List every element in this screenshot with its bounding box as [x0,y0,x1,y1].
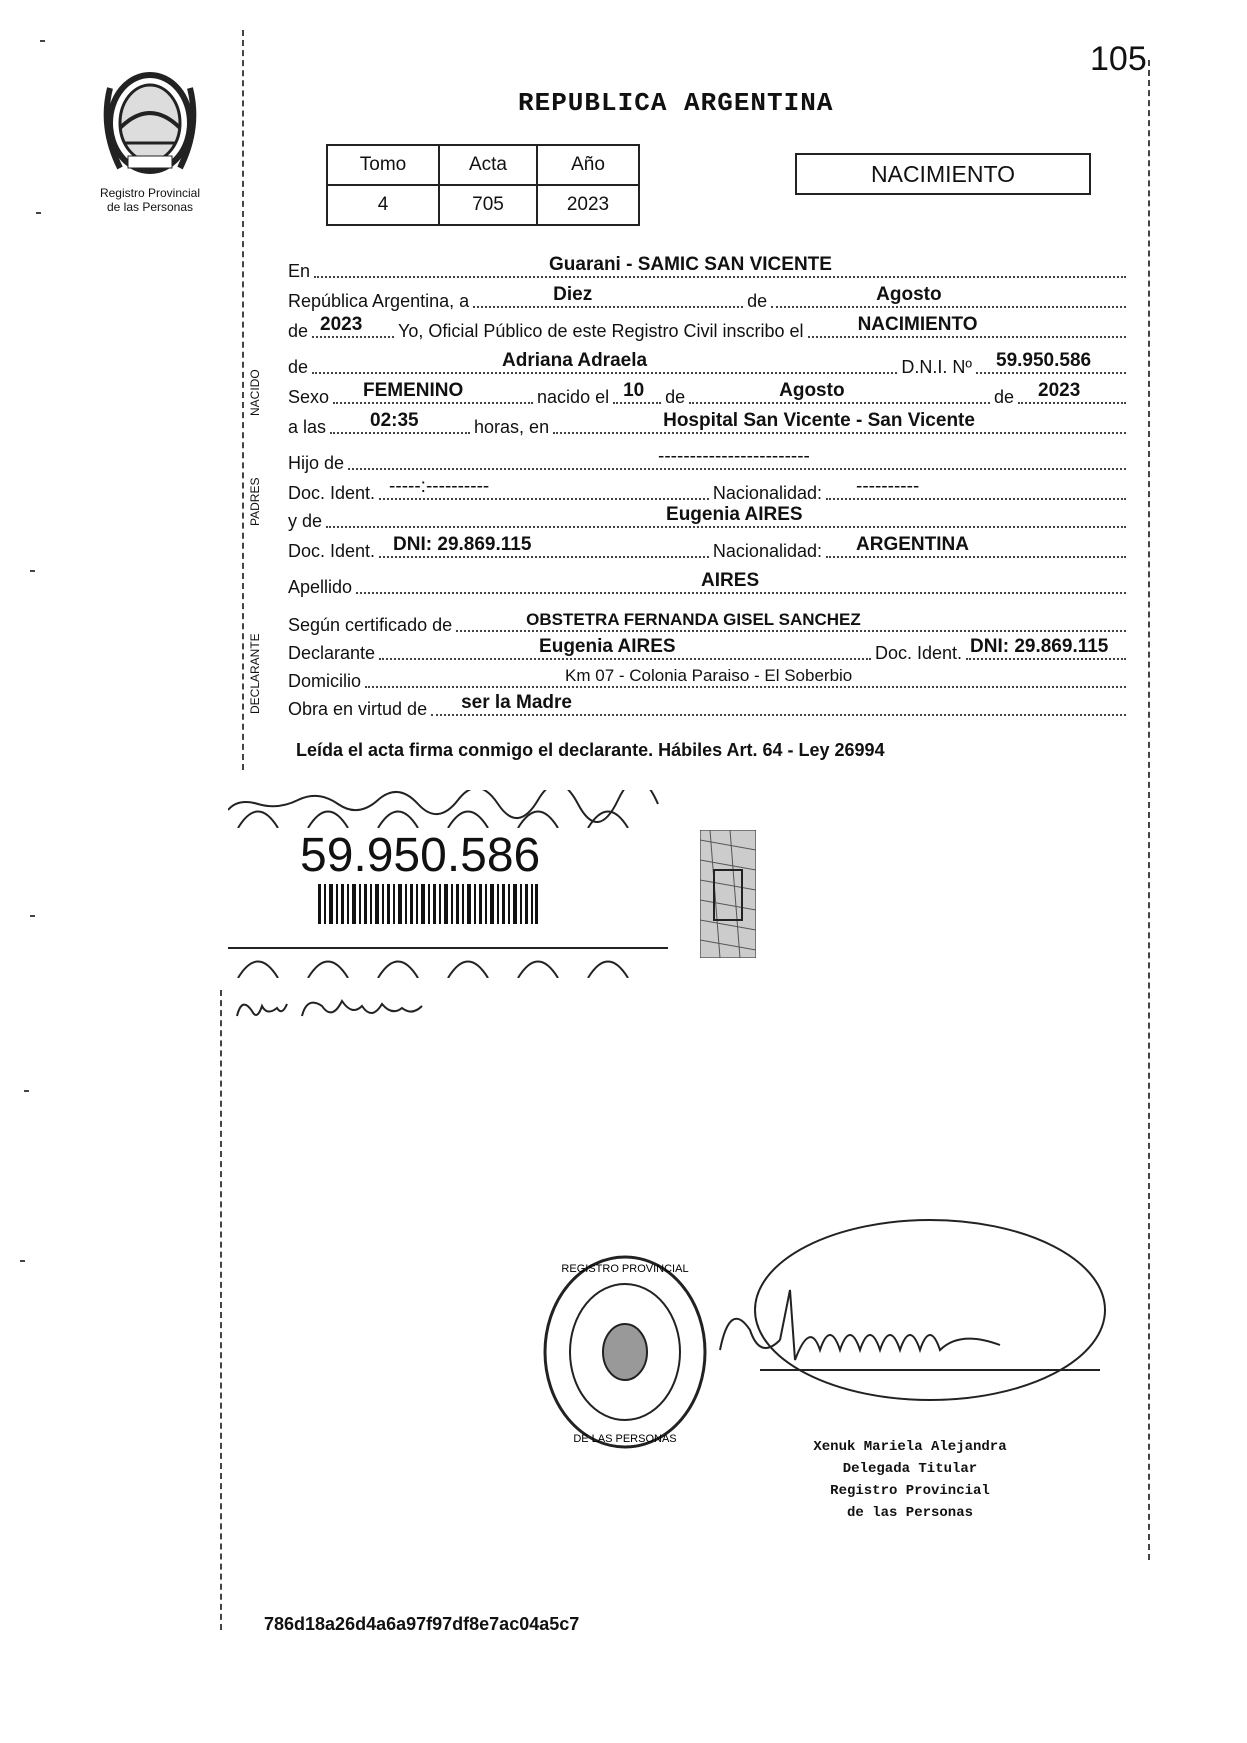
label-sexo: Sexo [288,387,330,407]
value-nac1: ---------- [856,476,920,497]
label-doc3: Doc. Ident. [874,643,962,663]
official-office2: de las Personas [846,1505,974,1521]
value-madre: Eugenia AIRES [666,504,803,525]
left-margin-line [242,30,244,770]
label-nac2: Nacionalidad: [712,541,822,561]
row-hijo [288,446,1130,474]
label-de4: de [665,387,686,407]
scan-mark [30,570,35,572]
value-doc2: DNI: 29.869.115 [393,534,532,555]
header-anio: Año [537,145,639,185]
label-segun: Según certificado de [288,615,453,635]
header-acta: Acta [439,145,537,185]
row-domicilio [288,668,1130,692]
row-doc1 [288,476,1130,504]
scan-mark [24,1090,29,1092]
label-republica: República Argentina, a [288,291,470,311]
logo-caption-line1: Registro Provincial [99,186,201,200]
logo-caption [80,186,220,214]
official-name: Xenuk Mariela Alejandra [813,1439,1007,1455]
label-hijo: Hijo de [288,453,345,473]
closing-text: Leída el acta firma conmigo el declarante. Hábiles Art. 64 - Ley 26994 [296,740,885,760]
barcode [318,884,538,924]
label-horas: horas, en [474,417,550,437]
row-apellido [288,570,1130,598]
row-nombre [288,350,1130,378]
label-domicilio: Domicilio [288,671,362,691]
provincial-seal-logo [90,68,210,178]
value-nombre: Adriana Adraela [502,350,648,371]
record-type-box: NACIMIENTO [795,153,1091,195]
value-nac2: ARGENTINA [856,534,969,555]
label-de: de [747,291,768,311]
value-sexo: FEMENINO [363,380,464,401]
label-alas: a las [288,417,327,437]
right-margin-line [1148,60,1150,1560]
value-doc3: DNI: 29.869.115 [970,636,1109,657]
value-doc1: -----:---------- [389,476,490,497]
side-label-declarante: DECLARANTE [248,633,262,714]
scan-mark [20,1260,25,1262]
row-obra [288,692,1130,720]
official-seal [540,1252,710,1452]
value-hijo: ------------------------ [658,446,810,467]
official-signature-block [780,1436,1040,1524]
value-en: Guarani - SAMIC SAN VICENTE [549,254,832,275]
document-title: REPUBLICA ARGENTINA [518,88,834,118]
sticker-pattern-top [228,790,668,828]
row-segun [288,612,1130,636]
row-hora [288,410,1130,438]
value-tipo: NACIMIENTO [857,314,978,335]
left-margin-line-lower [220,990,222,1630]
seal-text: REGISTRO PROVINCIAL [561,1263,689,1275]
official-role: Delegada Titular [842,1461,978,1477]
label-apellido: Apellido [288,577,353,597]
seal-text-bottom: DE LAS PERSONAS [573,1433,677,1445]
value-dia: Diez [553,284,593,305]
label-de2: de [288,321,309,341]
page-number: 105 [1090,40,1147,78]
value-obra: ser la Madre [461,692,572,713]
row-doc2 [288,534,1130,562]
value-anio: 2023 [537,185,639,225]
label-de5: de [993,387,1014,407]
register-table [326,144,640,226]
scan-mark [40,40,45,42]
document-hash: 786d18a26d4a6a97f97df8e7ac04a5c7 [264,1614,580,1634]
value-segun: OBSTETRA FERNANDA GISEL SANCHEZ [526,610,861,629]
official-office1: Registro Provincial [830,1483,990,1499]
label-nacido: nacido el [537,387,610,407]
row-madre [288,504,1130,532]
label-nac1: Nacionalidad: [712,483,822,503]
label-oficial: Yo, Oficial Público de este Registro Civil inscribo el [398,321,804,341]
value-hora: 02:35 [370,410,419,431]
value-domicilio: Km 07 - Colonia Paraiso - El Soberbio [565,666,853,685]
label-doc1: Doc. Ident. [288,483,376,503]
label-yde: y de [288,511,323,531]
label-dni: D.N.I. Nº [901,357,972,377]
row-sexo [288,380,1130,408]
declarant-signature [232,986,442,1036]
header-tomo: Tomo [327,145,439,185]
value-tomo: 4 [327,185,439,225]
value-anio: 2023 [320,314,363,335]
value-lugar: Hospital San Vicente - San Vicente [663,410,975,431]
official-signature [700,1200,1120,1440]
side-label-padres: PADRES [248,477,262,526]
value-nac-mes: Agosto [779,380,845,401]
row-declarante [288,636,1130,664]
label-declarante: Declarante [288,643,376,663]
sticker-pattern-bottom [228,940,668,978]
label-de3: de [288,357,309,377]
label-obra: Obra en virtud de [288,699,428,719]
value-dni: 59.950.586 [996,350,1092,371]
value-acta: 705 [439,185,537,225]
label-en: En [288,261,311,281]
value-nac-anio: 2023 [1038,380,1081,401]
value-mes: Agosto [876,284,942,305]
value-nac-dia: 10 [623,380,645,401]
row-oficial [288,314,1130,342]
scan-mark [30,915,35,917]
security-hologram [700,830,756,958]
logo-caption-line2: de las Personas [106,200,194,214]
value-apellido: AIRES [701,570,760,591]
scan-mark [36,212,41,214]
value-declarante: Eugenia AIRES [539,636,676,657]
row-fecha [288,284,1130,312]
row-en [288,254,1130,282]
side-label-nacido: NACIDO [248,369,262,416]
sticker-number: 59.950.586 [300,829,541,882]
label-doc2: Doc. Ident. [288,541,376,561]
